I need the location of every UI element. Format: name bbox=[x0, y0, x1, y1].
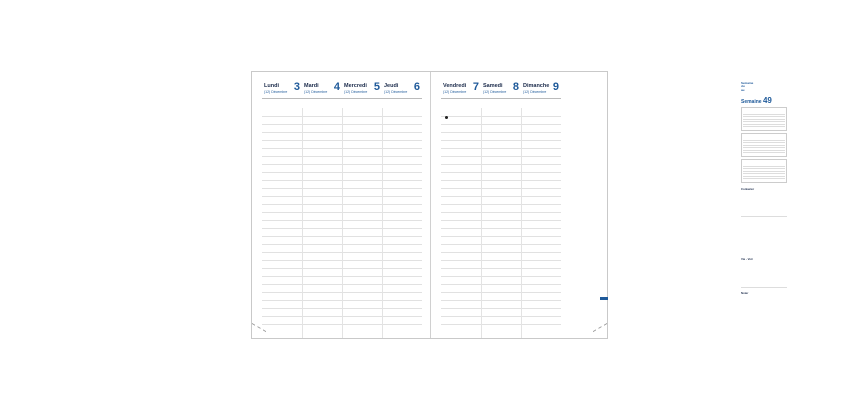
writing-line bbox=[262, 164, 302, 165]
writing-line bbox=[481, 236, 521, 237]
writing-line bbox=[302, 324, 342, 325]
writing-line bbox=[342, 116, 382, 117]
writing-line bbox=[441, 212, 481, 213]
writing-line bbox=[342, 156, 382, 157]
writing-line bbox=[382, 196, 422, 197]
writing-line bbox=[481, 300, 521, 301]
writing-line bbox=[302, 156, 342, 157]
writing-line bbox=[521, 236, 561, 237]
writing-line bbox=[441, 244, 481, 245]
writing-line bbox=[302, 204, 342, 205]
writing-line bbox=[262, 156, 302, 157]
writing-line bbox=[382, 324, 422, 325]
writing-line bbox=[262, 228, 302, 229]
writing-line bbox=[521, 212, 561, 213]
week-title-line: au bbox=[741, 87, 745, 92]
writing-line bbox=[521, 292, 561, 293]
writing-line bbox=[481, 196, 521, 197]
writing-line bbox=[382, 124, 422, 125]
writing-line bbox=[481, 252, 521, 253]
writing-line bbox=[441, 300, 481, 301]
writing-line bbox=[441, 228, 481, 229]
day-name: Samedi bbox=[483, 83, 503, 89]
writing-line bbox=[481, 292, 521, 293]
writing-line bbox=[302, 244, 342, 245]
week-title bbox=[741, 82, 787, 92]
writing-line bbox=[382, 300, 422, 301]
writing-line bbox=[342, 180, 382, 181]
day-number: 4 bbox=[333, 81, 340, 93]
day-column bbox=[262, 82, 302, 330]
writing-line bbox=[302, 220, 342, 221]
writing-line bbox=[342, 324, 382, 325]
writing-line bbox=[262, 148, 302, 149]
day-header bbox=[262, 82, 302, 99]
writing-line bbox=[521, 276, 561, 277]
writing-line bbox=[342, 220, 382, 221]
week-side-panel bbox=[741, 82, 787, 330]
writing-line bbox=[521, 252, 561, 253]
writing-line bbox=[481, 220, 521, 221]
writing-line bbox=[342, 212, 382, 213]
writing-line bbox=[481, 324, 521, 325]
writing-line bbox=[262, 180, 302, 181]
writing-line bbox=[481, 116, 521, 117]
writing-line bbox=[302, 124, 342, 125]
writing-line bbox=[342, 276, 382, 277]
column-separator bbox=[382, 108, 383, 338]
writing-line bbox=[302, 292, 342, 293]
writing-line bbox=[382, 268, 422, 269]
writing-line bbox=[262, 308, 302, 309]
writing-line bbox=[382, 252, 422, 253]
day-column bbox=[342, 82, 382, 330]
writing-line bbox=[382, 188, 422, 189]
day-name: Jeudi bbox=[384, 83, 399, 89]
writing-line bbox=[441, 252, 481, 253]
writing-line bbox=[382, 164, 422, 165]
day-name: Lundi bbox=[264, 83, 279, 89]
writing-line bbox=[342, 308, 382, 309]
writing-line bbox=[441, 276, 481, 277]
writing-line bbox=[481, 124, 521, 125]
writing-line bbox=[441, 292, 481, 293]
writing-line bbox=[262, 204, 302, 205]
writing-line bbox=[481, 260, 521, 261]
day-month: (12) Décembre bbox=[523, 90, 547, 94]
writing-line bbox=[302, 284, 342, 285]
writing-line bbox=[441, 220, 481, 221]
writing-line bbox=[262, 324, 302, 325]
writing-line bbox=[302, 252, 342, 253]
side-divider bbox=[741, 216, 787, 217]
week-title-line: du bbox=[741, 84, 745, 89]
writing-line bbox=[441, 140, 481, 141]
day-header bbox=[481, 82, 521, 99]
writing-line bbox=[481, 204, 521, 205]
writing-line bbox=[342, 236, 382, 237]
writing-line bbox=[262, 260, 302, 261]
writing-line bbox=[521, 164, 561, 165]
writing-line bbox=[302, 180, 342, 181]
writing-line bbox=[302, 132, 342, 133]
writing-line bbox=[481, 316, 521, 317]
writing-line bbox=[481, 308, 521, 309]
writing-line bbox=[382, 140, 422, 141]
writing-line bbox=[262, 292, 302, 293]
writing-line bbox=[302, 236, 342, 237]
column-separator bbox=[481, 108, 482, 338]
writing-line bbox=[302, 268, 342, 269]
writing-line bbox=[481, 212, 521, 213]
writing-line bbox=[262, 220, 302, 221]
day-header bbox=[441, 82, 481, 99]
time-lines bbox=[521, 116, 561, 330]
day-month: (12) Décembre bbox=[344, 90, 368, 94]
writing-line bbox=[521, 196, 561, 197]
writing-line bbox=[302, 164, 342, 165]
writing-line bbox=[382, 244, 422, 245]
writing-line bbox=[302, 300, 342, 301]
writing-line bbox=[262, 124, 302, 125]
writing-line bbox=[481, 180, 521, 181]
writing-line bbox=[441, 188, 481, 189]
week-number-value: 49 bbox=[762, 96, 772, 106]
time-lines bbox=[441, 116, 481, 330]
writing-line bbox=[342, 140, 382, 141]
writing-line bbox=[441, 156, 481, 157]
writing-line bbox=[262, 284, 302, 285]
writing-line bbox=[342, 164, 382, 165]
day-column bbox=[382, 82, 422, 330]
writing-line bbox=[302, 172, 342, 173]
writing-line bbox=[441, 124, 481, 125]
day-column bbox=[441, 82, 481, 330]
mini-calendar bbox=[741, 133, 787, 157]
writing-line bbox=[262, 196, 302, 197]
day-number: 8 bbox=[512, 81, 519, 93]
writing-line bbox=[342, 244, 382, 245]
writing-line bbox=[342, 132, 382, 133]
writing-line bbox=[521, 308, 561, 309]
writing-line bbox=[481, 268, 521, 269]
mini-calendar bbox=[741, 159, 787, 183]
writing-line bbox=[521, 300, 561, 301]
writing-line bbox=[302, 196, 342, 197]
writing-line bbox=[521, 284, 561, 285]
writing-line bbox=[521, 204, 561, 205]
writing-line bbox=[382, 276, 422, 277]
writing-line bbox=[342, 292, 382, 293]
writing-line bbox=[481, 188, 521, 189]
vie-voir-label: Vie - Voir bbox=[741, 257, 753, 261]
writing-line bbox=[262, 172, 302, 173]
writing-line bbox=[262, 236, 302, 237]
writing-line bbox=[441, 180, 481, 181]
writing-line bbox=[382, 156, 422, 157]
writing-line bbox=[481, 284, 521, 285]
writing-line bbox=[262, 244, 302, 245]
writing-line bbox=[382, 172, 422, 173]
writing-line bbox=[342, 228, 382, 229]
day-header bbox=[521, 82, 561, 99]
day-month: (12) Décembre bbox=[304, 90, 328, 94]
writing-line bbox=[382, 116, 422, 117]
writing-line bbox=[441, 308, 481, 309]
writing-line bbox=[342, 196, 382, 197]
writing-line bbox=[521, 172, 561, 173]
writing-line bbox=[262, 252, 302, 253]
day-name: Dimanche bbox=[523, 83, 550, 89]
writing-line bbox=[382, 260, 422, 261]
writing-line bbox=[342, 284, 382, 285]
writing-line bbox=[481, 276, 521, 277]
column-separator bbox=[342, 108, 343, 338]
writing-line bbox=[441, 236, 481, 237]
time-lines bbox=[342, 116, 382, 330]
writing-line bbox=[441, 284, 481, 285]
writing-line bbox=[262, 276, 302, 277]
planner-spread bbox=[251, 71, 772, 339]
day-number: 7 bbox=[472, 81, 479, 93]
writing-line bbox=[481, 172, 521, 173]
writing-line bbox=[481, 132, 521, 133]
day-name: Mardi bbox=[304, 83, 319, 89]
writing-line bbox=[302, 148, 342, 149]
day-month: (12) Décembre bbox=[443, 90, 467, 94]
writing-line bbox=[441, 204, 481, 205]
writing-line bbox=[521, 260, 561, 261]
writing-line bbox=[481, 140, 521, 141]
writing-line bbox=[521, 244, 561, 245]
writing-line bbox=[521, 156, 561, 157]
writing-line bbox=[441, 260, 481, 261]
writing-line bbox=[441, 132, 481, 133]
writing-line bbox=[521, 316, 561, 317]
day-name: Vendredi bbox=[443, 83, 467, 89]
writing-line bbox=[521, 132, 561, 133]
writing-line bbox=[521, 124, 561, 125]
writing-line bbox=[521, 148, 561, 149]
writing-line bbox=[302, 308, 342, 309]
writing-line bbox=[342, 260, 382, 261]
writing-line bbox=[441, 196, 481, 197]
writing-line bbox=[382, 284, 422, 285]
writing-line bbox=[262, 140, 302, 141]
writing-line bbox=[521, 268, 561, 269]
writing-line bbox=[342, 188, 382, 189]
writing-line bbox=[441, 148, 481, 149]
writing-line bbox=[521, 188, 561, 189]
day-column bbox=[302, 82, 342, 330]
writing-line bbox=[262, 316, 302, 317]
writing-line bbox=[262, 300, 302, 301]
contacter-label: Contacter bbox=[741, 187, 755, 191]
writing-line bbox=[382, 180, 422, 181]
writing-line bbox=[342, 204, 382, 205]
writing-line bbox=[521, 220, 561, 221]
writing-line bbox=[521, 116, 561, 117]
writing-line bbox=[302, 188, 342, 189]
writing-line bbox=[262, 268, 302, 269]
writing-line bbox=[521, 324, 561, 325]
time-lines bbox=[262, 116, 302, 330]
writing-line bbox=[342, 300, 382, 301]
writing-line bbox=[441, 316, 481, 317]
mini-calendar bbox=[741, 107, 787, 131]
writing-line bbox=[481, 156, 521, 157]
time-lines bbox=[481, 116, 521, 330]
time-lines bbox=[382, 116, 422, 330]
bullet-marker bbox=[445, 116, 448, 119]
day-column bbox=[521, 82, 561, 330]
writing-line bbox=[382, 132, 422, 133]
noter-label: Noter bbox=[741, 291, 749, 295]
writing-line bbox=[302, 212, 342, 213]
writing-line bbox=[521, 180, 561, 181]
day-header bbox=[302, 82, 342, 99]
writing-line bbox=[481, 244, 521, 245]
writing-line bbox=[521, 140, 561, 141]
day-month: (12) Décembre bbox=[384, 90, 408, 94]
side-divider bbox=[741, 287, 787, 288]
writing-line bbox=[481, 148, 521, 149]
writing-line bbox=[342, 268, 382, 269]
writing-line bbox=[382, 148, 422, 149]
writing-line bbox=[521, 228, 561, 229]
day-number: 6 bbox=[413, 81, 420, 93]
week-number bbox=[741, 96, 787, 105]
day-month: (12) Décembre bbox=[264, 90, 288, 94]
writing-line bbox=[342, 252, 382, 253]
day-number: 9 bbox=[552, 81, 559, 93]
writing-line bbox=[441, 172, 481, 173]
time-lines bbox=[302, 116, 342, 330]
writing-line bbox=[382, 308, 422, 309]
writing-line bbox=[302, 276, 342, 277]
day-column bbox=[481, 82, 521, 330]
writing-line bbox=[262, 132, 302, 133]
day-header bbox=[382, 82, 422, 99]
writing-line bbox=[342, 124, 382, 125]
writing-line bbox=[382, 212, 422, 213]
week-label: Semaine bbox=[741, 99, 762, 106]
page-tab bbox=[600, 297, 608, 300]
writing-line bbox=[441, 164, 481, 165]
writing-line bbox=[441, 324, 481, 325]
writing-line bbox=[382, 236, 422, 237]
column-separator bbox=[521, 108, 522, 338]
writing-line bbox=[262, 188, 302, 189]
writing-line bbox=[481, 228, 521, 229]
writing-line bbox=[302, 116, 342, 117]
writing-line bbox=[262, 212, 302, 213]
writing-line bbox=[382, 316, 422, 317]
day-month: (12) Décembre bbox=[483, 90, 507, 94]
writing-line bbox=[262, 116, 302, 117]
writing-line bbox=[302, 260, 342, 261]
writing-line bbox=[302, 228, 342, 229]
writing-line bbox=[342, 148, 382, 149]
column-separator bbox=[302, 108, 303, 338]
writing-line bbox=[382, 292, 422, 293]
right-page bbox=[431, 72, 772, 338]
week-title-line: Semaine bbox=[741, 81, 754, 85]
writing-line bbox=[342, 172, 382, 173]
writing-line bbox=[382, 228, 422, 229]
day-number: 3 bbox=[293, 81, 300, 93]
left-page bbox=[252, 72, 430, 338]
writing-line bbox=[302, 316, 342, 317]
day-name: Mercredi bbox=[344, 83, 367, 89]
writing-line bbox=[481, 164, 521, 165]
day-number: 5 bbox=[373, 81, 380, 93]
writing-line bbox=[342, 316, 382, 317]
writing-line bbox=[302, 140, 342, 141]
day-header bbox=[342, 82, 382, 99]
writing-line bbox=[382, 220, 422, 221]
writing-line bbox=[382, 204, 422, 205]
writing-line bbox=[441, 268, 481, 269]
